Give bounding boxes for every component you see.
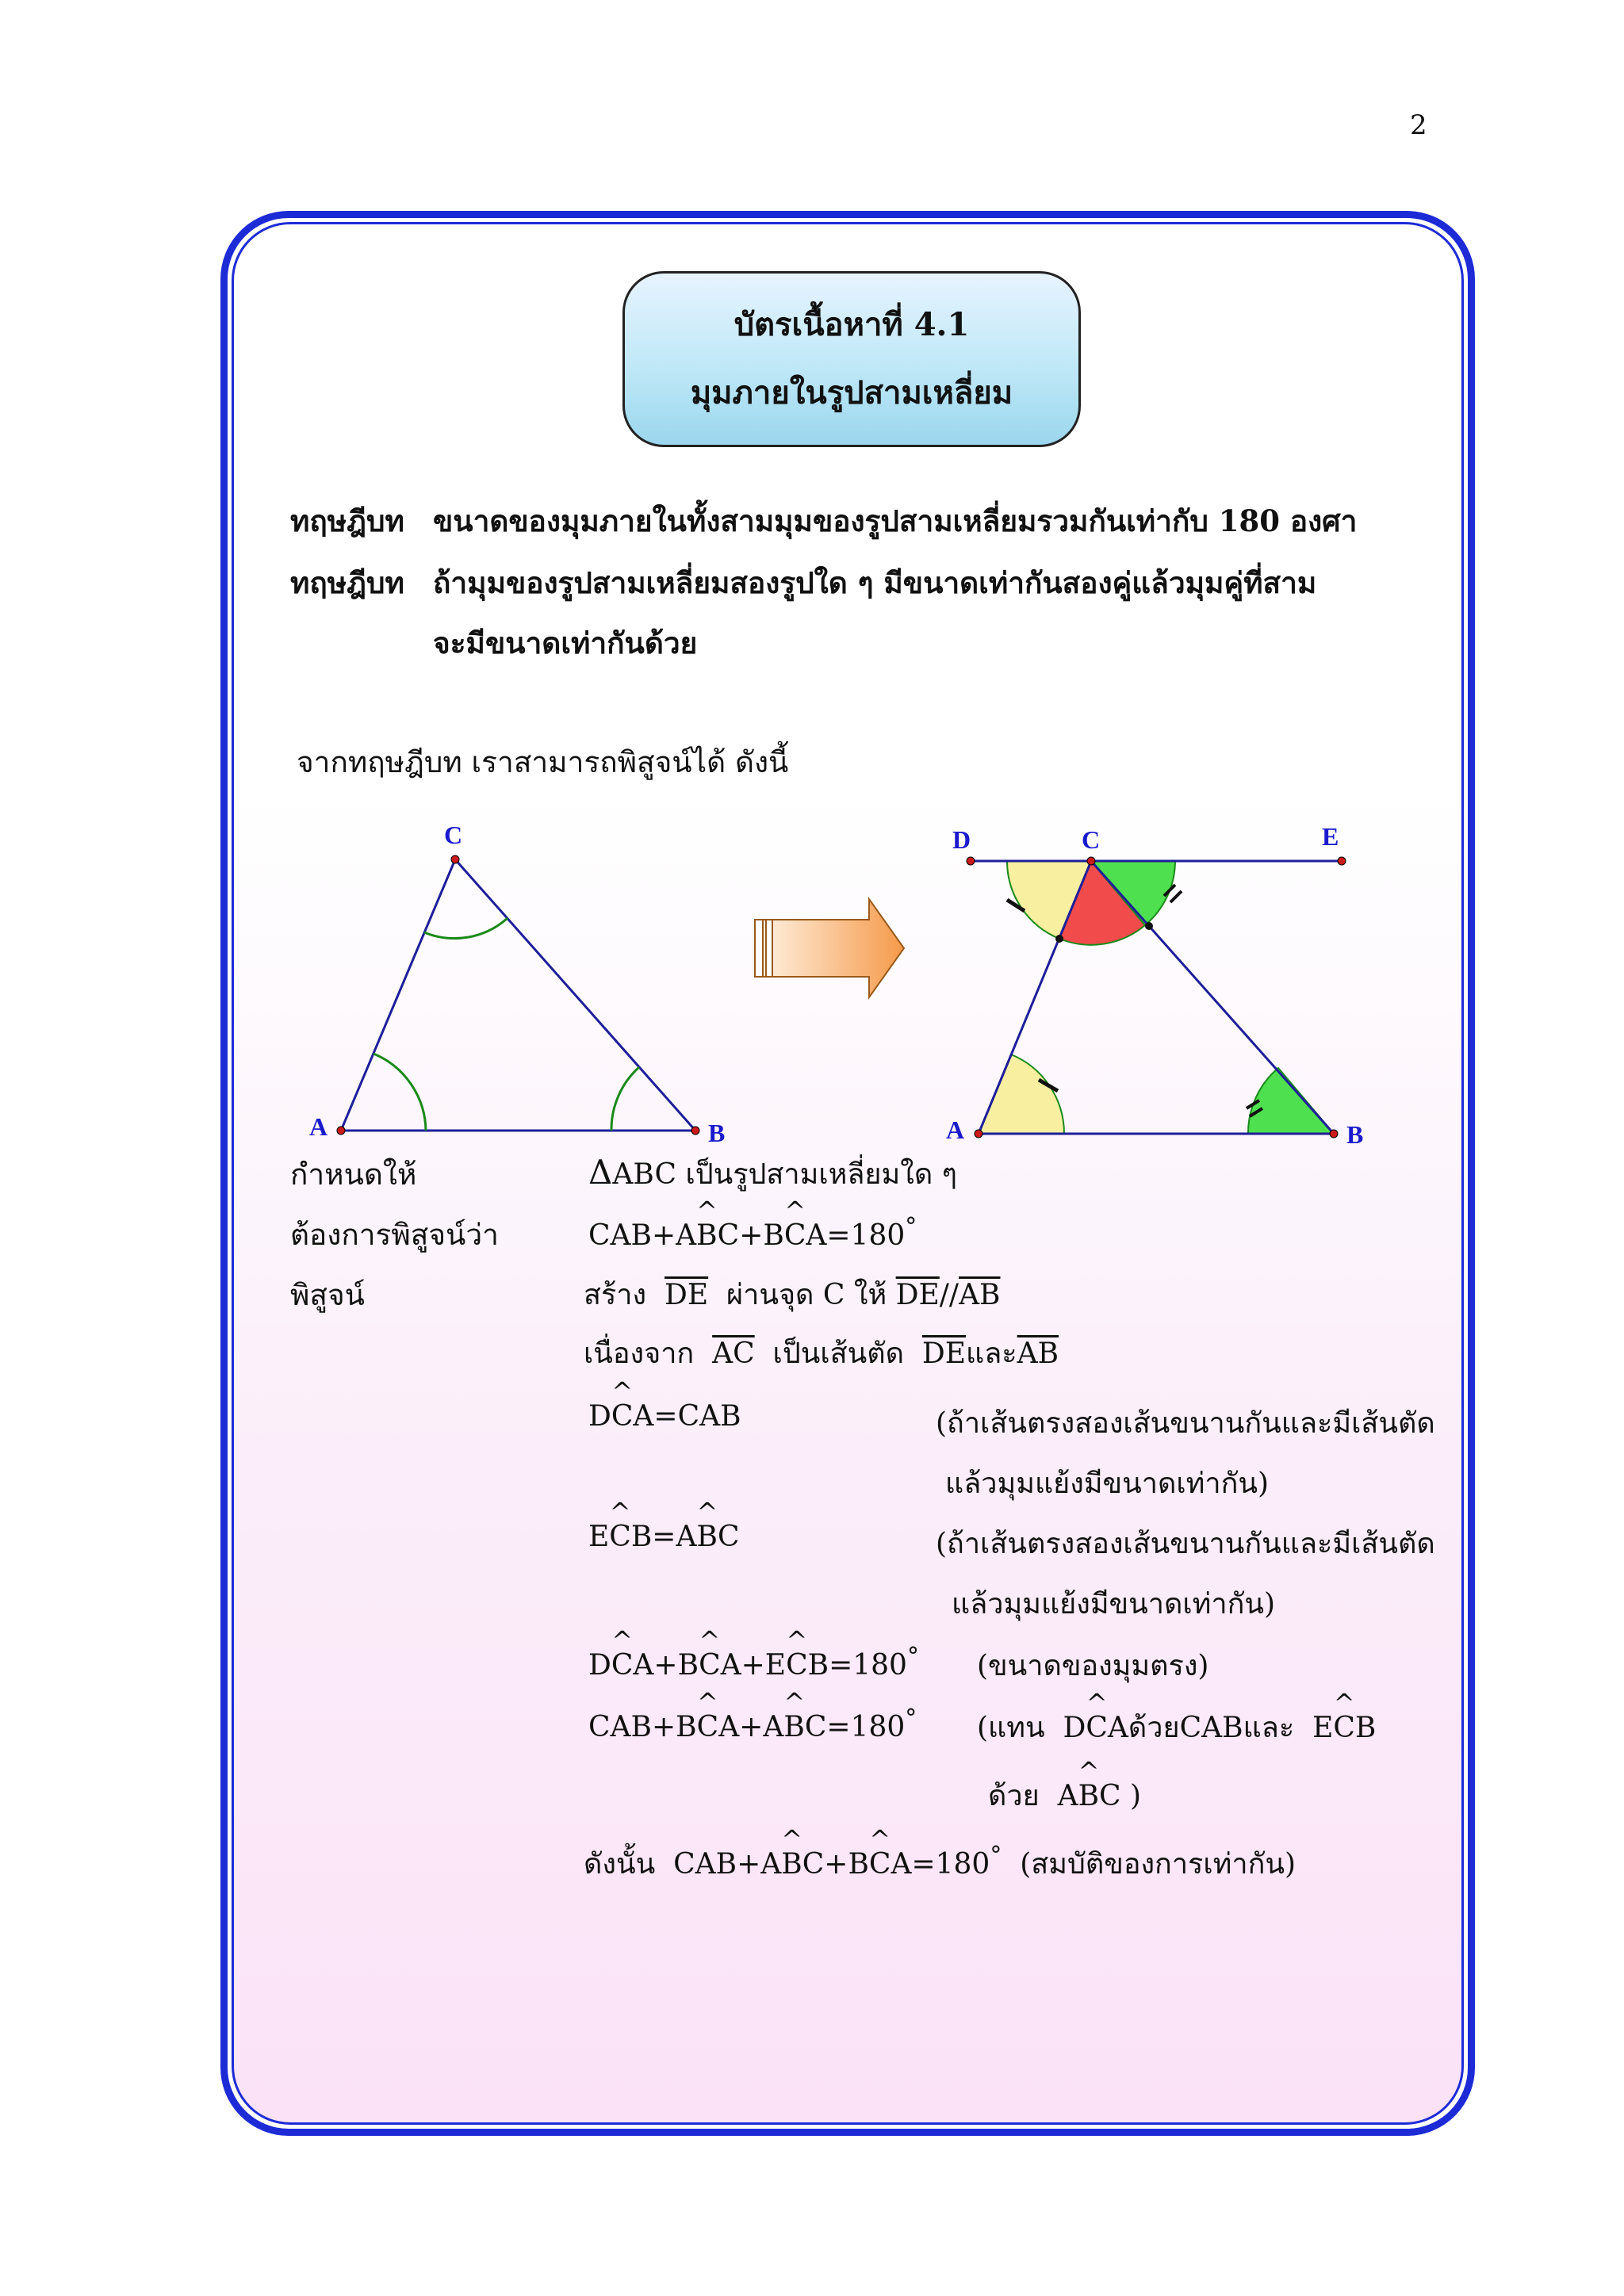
theorem-1-text: ขนาดของมุมภายในทั้งสามมุมของรูปสามเหลี่ยมรวมกันเท่ากับ 180 องศา — [433, 503, 1358, 538]
reason-alternate-1a: (ถ้าเส้นตรงสองเส้นขนานกันและมีเส้นตัด — [936, 1407, 1435, 1440]
left-triangle-outline — [341, 859, 695, 1131]
intro-text: จากทฤษฎีบท เราสามารถพิสูจน์ได้ ดังนี้ — [297, 745, 789, 779]
prove-label: พิสูจน์ — [290, 1278, 365, 1312]
left-label-a: A — [309, 1112, 328, 1141]
right-label-d: D — [952, 825, 971, 854]
point-ac-intersect — [1055, 935, 1063, 943]
point-e — [1338, 857, 1346, 865]
page-number: 2 — [1410, 109, 1427, 141]
point-c — [1087, 857, 1095, 865]
left-triangle — [309, 821, 725, 1147]
right-label-a: A — [946, 1115, 965, 1144]
title-line-1: บัตรเนื้อหาที่ 4.1 — [733, 306, 970, 343]
delta-symbol: Δ — [588, 1153, 613, 1192]
reason-substitution-1: (แทน D^ CAด้วยCABและ E^ CB — [977, 1705, 1376, 1750]
right-label-e: E — [1322, 822, 1339, 851]
theorem-2-text: ถ้ามุมของรูปสามเหลี่ยมสองรูปใด ๆ มีขนาดเท่ากันสองคู่แล้วมุมคู่ที่สาม — [433, 565, 1317, 600]
given-label: กำหนดให้ — [290, 1158, 417, 1192]
left-point-b — [691, 1127, 699, 1135]
theorem-2-label: ทฤษฎีบท — [290, 565, 404, 600]
reason-straight-angle: (ขนาดของมุมตรง) — [977, 1650, 1209, 1682]
since-statement: เนื่องจาก $\overline{AC}$ เป็นเส้นตัด $\overline{DE}$และ$\overline{AB}$ — [584, 1337, 1059, 1370]
left-label-b: B — [708, 1119, 726, 1147]
left-point-c — [451, 855, 459, 863]
right-label-c: C — [1082, 825, 1101, 854]
point-d — [967, 857, 975, 865]
right-triangle — [946, 822, 1363, 1149]
step-straight-angle: D^ CA+B^ CA+E^ CB=180° — [588, 1643, 919, 1682]
right-label-b: B — [1346, 1120, 1364, 1149]
angle-abc-fill — [1248, 1068, 1334, 1134]
left-point-a — [337, 1127, 345, 1135]
reason-alternate-2a: (ถ้าเส้นตรงสองเส้นขนานกันและมีเส้นตัด — [936, 1528, 1435, 1560]
reason-alternate-2b: แล้วมุมแย้งมีขนาดเท่ากัน) — [952, 1588, 1276, 1621]
reason-alternate-1b: แล้วมุมแย้งมีขนาดเท่ากัน) — [945, 1468, 1270, 1500]
reason-substitution-2: ด้วย A^ BC ) — [988, 1773, 1141, 1818]
point-a — [975, 1130, 982, 1138]
step-ecb-eq-abc: E^ CB=A^ BC — [588, 1521, 739, 1553]
theorem-1-label: ทฤษฎีบท — [290, 503, 404, 538]
arrow-icon — [755, 899, 904, 997]
theorem-2-continuation: จะมีขนาดเท่ากันด้วย — [433, 626, 698, 660]
point-b — [1330, 1130, 1338, 1138]
left-angle-b-arc — [611, 1067, 639, 1131]
step-substitution: CAB+B^ CA+A^ BC=180° — [588, 1705, 917, 1743]
to-prove-label: ต้องการพิสูจน์ว่า — [290, 1218, 499, 1252]
conclusion-statement: ดังนั้น CAB+A^ BC+B^ CA=180° (สมบัติของการเท่ากัน) — [584, 1841, 1296, 1886]
title-line-2: มุมภายในรูปสามเหลี่ยม — [690, 374, 1013, 411]
angle-cab-fill — [979, 1054, 1064, 1134]
left-angle-c-arc — [424, 918, 508, 939]
left-label-c: C — [444, 821, 463, 849]
to-prove-statement: CAB+A^ BC+B^ CA=180° — [588, 1213, 917, 1252]
point-bc-intersect — [1145, 922, 1153, 930]
step-dca-eq-cab: D^ CA=CAB — [588, 1400, 741, 1433]
left-angle-a-arc — [373, 1054, 426, 1131]
construction-statement: สร้าง $\overline{DE}$ ผ่านจุด C ให้ $\overline{DE}//\overline{AB}$ — [584, 1279, 1001, 1311]
given-statement: ΔABC เป็นรูปสามเหลี่ยมใด ๆ — [588, 1153, 957, 1192]
